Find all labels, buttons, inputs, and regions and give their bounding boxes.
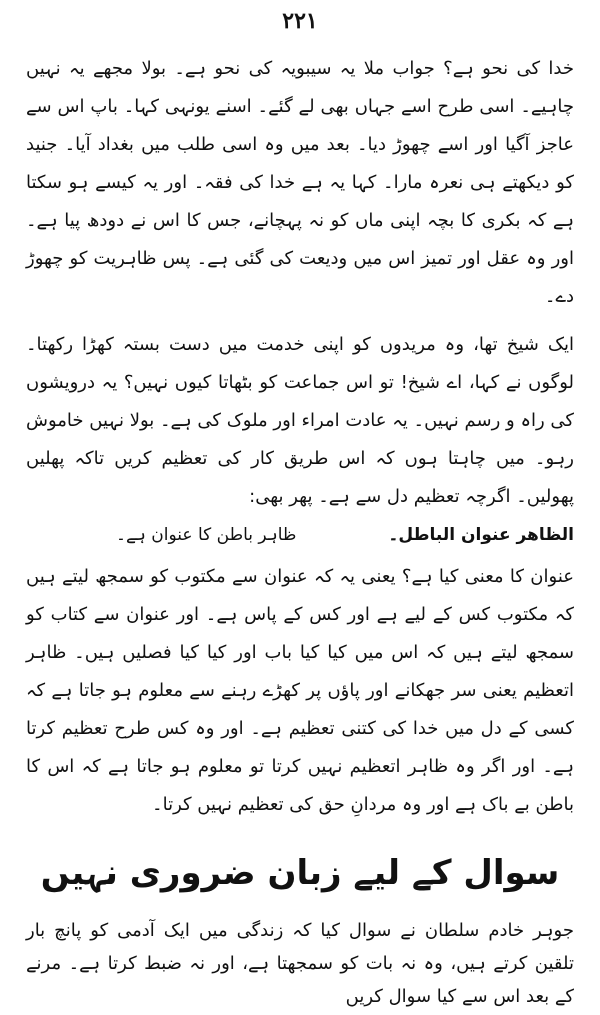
paragraph-3: عنوان کا معنی کیا ہے؟ یعنی یہ کہ عنوان سے مکتوب کو سمجھ لیتے ہیں کہ مکتوب کس کے لیے ہے اور کس کے پاس ہے۔ اور عنوان سے کتاب کو سمجھ لیتے ہیں کہ اس میں کیا کیا باب اور کیا کیا فصلیں ہیں۔ ظاہر اتعظیم یعنی سر جھکانے اور پاؤں پر کھڑے رہنے سے معلوم ہو جاتا ہے کہ کسی کے دل میں خدا کی کتنی تعظیم ہے۔ اور وہ کس طرح تعظیم کرتا ہے۔ اور اگر وہ ظاہر اتعظیم نہیں کرتا تو معلوم ہو جاتا ہے کہ اس کا باطن بے باک ہے اور وہ مردانِ حق کی تعظیم نہیں کرتا۔ — [26, 566, 574, 815]
body-text — [26, 50, 574, 824]
arabic-quote: الظاھر عنوان الباطل۔ — [388, 525, 574, 545]
section-heading: سوال کے لیے زبان ضروری نہیں — [40, 853, 560, 893]
page-number: ۲۲۱ — [282, 8, 318, 34]
paragraph-1: خدا کی نحو ہے؟ جواب ملا یہ سیبویہ کی نحو ہے۔ بولا مجھے یہ نہیں چاہیے۔ اسی طرح اسے جہاں بھی لے گئے۔ اسنے یونہی کہا۔ باپ اس سے عاجز آگیا اور اسے چھوڑ دیا۔ بعد میں وہ اسی طلب میں بغداد آیا۔ جنید کو دیکھتے ہی نعرہ مارا۔ کہا یہ ہے خدا کی فقہ۔ اور یہ کیسے ہو سکتا ہے کہ بکری کا بچہ اپنی ماں کو نہ پہچانے، جس کا اس نے دودھ پیا ہے۔ اور وہ عقل اور تمیز اس میں ودیعت کی گئی ہے۔ پس ظاہریت کو چھوڑ دے۔ — [26, 58, 574, 307]
quote-line — [26, 516, 574, 554]
paragraph-2: ایک شیخ تھا، وہ مریدوں کو اپنی خدمت میں دست بستہ کھڑا رکھتا۔ لوگوں نے کہا، اے شیخ! تو اس جماعت کو بٹھاتا کیوں نہیں؟ یہ درویشوں کی راہ و رسم نہیں۔ یہ عادت امراء اور ملوک کی ہے۔ بولا نہیں خاموش رہو۔ میں چاہتا ہوں کہ اس طریق کار کی تعظیم کریں تاکہ پھلیں پھولیں۔ اگرچہ تعظیم دل سے ہے۔ پھر بھی: — [26, 334, 574, 507]
urdu-translation: ظاہر باطن کا عنوان ہے۔ — [116, 525, 297, 545]
section-paragraph: جوہر خادم سلطان نے سوال کیا کہ زندگی میں ایک آدمی کو پانچ بار تلقین کرتے ہیں، وہ نہ بات کو سمجھتا ہے، اور نہ ضبط کرتا ہے۔ مرنے کے بعد اس سے کیا سوال کریں — [26, 920, 574, 1007]
